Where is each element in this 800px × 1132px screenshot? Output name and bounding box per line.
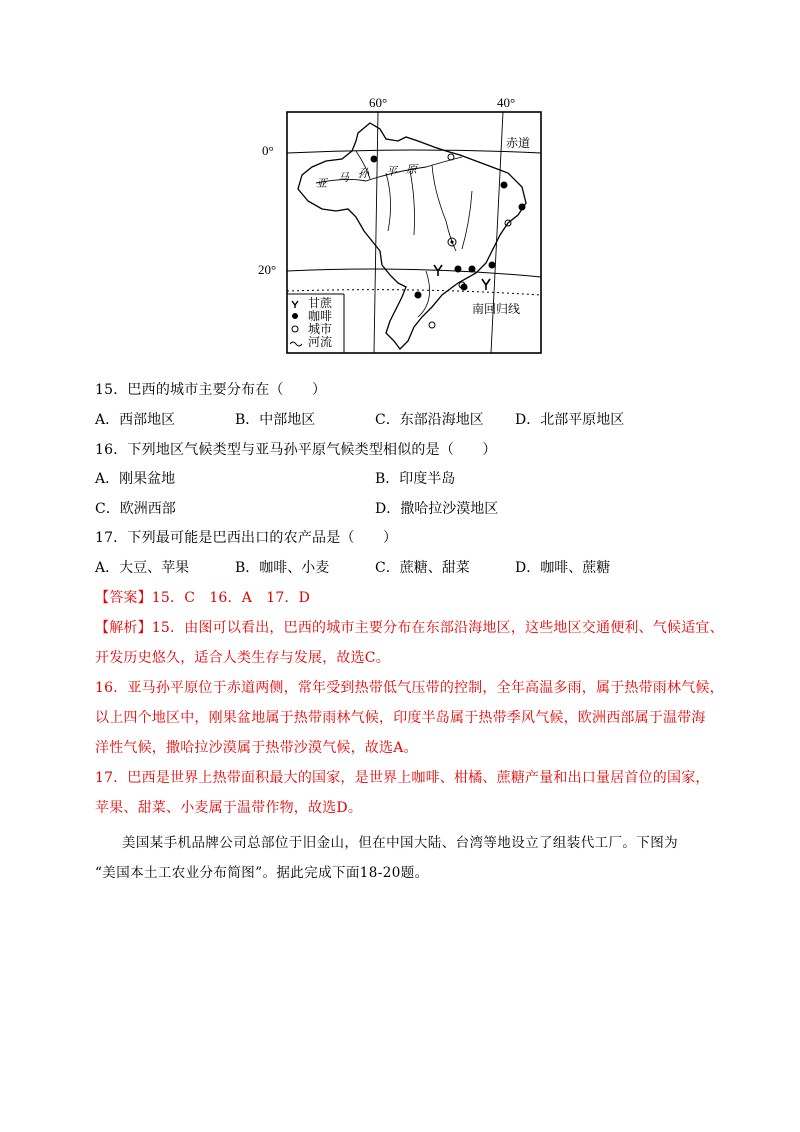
answer-line: 【答案】15．C 16．A 17．D [95,590,311,606]
q17-option-b: B．咖啡、小麦 [235,560,330,576]
q15-option-d: D．北部平原地区 [515,412,625,428]
analysis-line-7: 苹果、甜菜、小麦属于温带作物，故选D。 [95,800,363,816]
q15-option-b: B．中部地区 [235,412,316,428]
q16-option-d: D．撒哈拉沙漠地区 [375,501,499,517]
q17-option-d: D．咖啡、蔗糖 [515,560,611,576]
plain-char-4: 平 [386,165,397,178]
brazil-map [286,111,542,354]
legend-river: 河流 [308,335,333,349]
legend-city: 城市 [308,322,333,336]
q15-option-c: C．东部沿海地区 [375,412,484,428]
analysis-line-5: 洋性气候，撒哈拉沙漠属于热带沙漠气候，故选A。 [95,740,418,756]
q17-option-c: C．蔗糖、甜菜 [375,560,470,576]
lon-label-40: 40° [497,95,516,110]
lat-label-0: 0° [262,143,274,158]
plain-char-3: 孙 [358,167,369,180]
plain-char-5: 原 [406,163,417,176]
analysis-line-1: 【解析】15．由图可以看出，巴西的城市主要分布在东部沿海地区，这些地区交通便利、气候适宜、 [95,620,724,636]
plain-char-2: 马 [338,171,349,184]
equator-label: 赤道 [506,136,531,150]
q17-stem: 17．下列最可能是巴西出口的农产品是（ ） [95,530,398,546]
intro-line-1: 美国某手机品牌公司总部位于旧金山，但在中国大陆、台湾等地设立了组装代工厂。下图为 [122,835,678,851]
q16-option-c: C．欧洲西部 [95,501,176,517]
intro-line-2: “美国本土工农业分布简图”。据此完成下面18-20题。 [95,865,429,881]
q16-option-b: B．印度半岛 [375,471,456,487]
lat-label-20: 20° [258,262,277,277]
legend-coffee: 咖啡 [308,309,333,323]
q15-stem: 15．巴西的城市主要分布在（ ） [95,382,327,398]
analysis-line-2: 开发历史悠久，适合人类生存与发展，故选C。 [95,650,390,666]
analysis-line-4: 以上四个地区中，刚果盆地属于热带雨林气候，印度半岛属于热带季风气候，欧洲西部属于温带海 [95,710,706,726]
q17-option-a: A．大豆、苹果 [95,560,190,576]
q15-option-a: A．西部地区 [95,412,176,428]
lon-label-60: 60° [369,95,388,110]
analysis-line-3: 16．亚马孙平原位于赤道两侧，常年受到热带低气压带的控制，全年高温多雨，属于热带雨林气候， [95,680,724,696]
q16-stem: 16．下列地区气候类型与亚马孙平原气候类型相似的是（ ） [95,442,497,458]
tropic-label: 南回归线 [472,302,521,316]
legend-sugarcane: 甘蔗 [308,296,333,310]
q16-option-a: A．刚果盆地 [95,471,176,487]
plain-char-1: 亚 [316,177,327,190]
analysis-line-6: 17．巴西是世界上热带面积最大的国家，是世界上咖啡、柑橘、蔗糖产量和出口量居首位的国家， [95,770,710,786]
